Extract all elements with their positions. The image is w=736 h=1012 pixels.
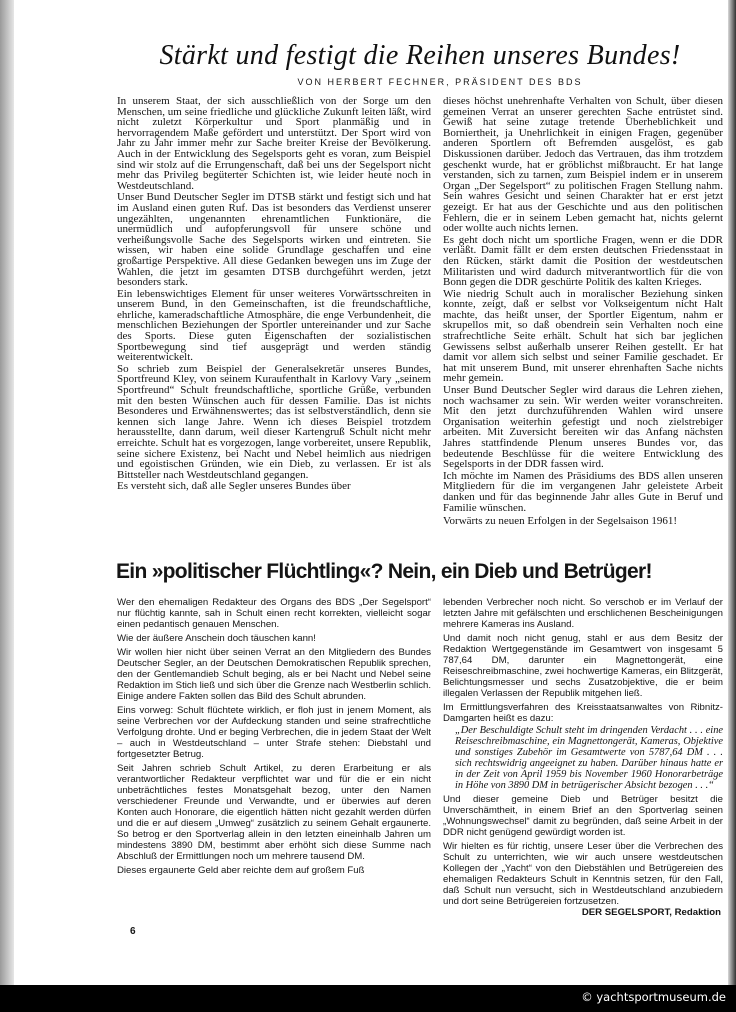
paragraph: Es geht doch nicht um sportliche Fragen, wenn er die DDR verläßt. Damit fällt er dem ersten deutschen Friedensstaat in den Rücken, stärkt damit die Position der westdeutschen Militaristen und wird dadurch mitverantwortlich für die von Bonn gegen die DDR geschürte Politik des kalten Krieges. <box>443 233 723 289</box>
article-title: Stärkt und festigt die Reihen unseres Bundes! <box>159 40 681 71</box>
signature: DER SEGELSPORT, Redaktion <box>581 907 721 918</box>
article1-column-left <box>117 96 431 493</box>
paragraph: Wir hielten es für richtig, unsere Leser über die Verbrechen des Schult zu unterrichten, wie wir auch unsere westdeutschen Kollegen der „Yacht“ von den Diebstählen und Betrügereien des ehemaligen Redakteurs Schult in Kenntnis setzen, für den Fall, daß Schult nun versucht, sich in Westdeutschland anzubiedern und dort seine Betrügereien fortzusetzen. <box>443 841 723 907</box>
paragraph: In unserem Staat, der sich ausschließlich von der Sorge um den Menschen, um seine friedliche und glückliche Zukunft leiten läßt, wird nicht zuletzt Körperkultur und Sport planmäßig und in hervorragendem Maße gefördert und unterstützt. Der Sport wird von Jahr zu Jahr immer mehr zur Sache breiter Kreise der Bevölkerung. Auch in der Entwicklung des Segelsports geht es voran, zum Beispiel sind wir stolz auf die Errungenschaft, daß bei uns der Segelsport nicht mehr das Privileg begüterter Schichten ist, wie leider heute noch in Westdeutschland. <box>117 95 431 192</box>
page-number: 6 <box>130 926 136 937</box>
paragraph: Ein lebenswichtiges Element für unser weiteres Vorwärtsschreiten in unserem Bund, in den Gemeinschaften, ist die freundschaftliche, ehrliche, kameradschaftliche Atmosphäre, die enge Verbundenheit, die menschlichen Beziehungen der Sportler untereinander und zur Sache des Sports. Diese guten Eigenschaften der sozialistischen Sportbewegung sind tief ausgeprägt und werden ständig weiterentwickelt. <box>117 287 431 364</box>
article1-column-right <box>443 96 723 528</box>
paragraph: Und dieser gemeine Dieb und Betrüger besitzt die Unverschämtheit, in einem Brief an den Sportverlag seinen „Wohnungswechsel“ damit zu begründen, daß seine Arbeit in der DDR nicht genügend gewürdigt worden ist. <box>443 794 723 838</box>
paragraph: Und damit noch nicht genug, stahl er aus dem Besitz der Redaktion Wertgegenstände im Gesamtwert von insgesamt 5 787,64 DM, darunter ein Magnettongerät, eine Reiseschreibmaschine, zwei hochwertige Kameras, ein Blitzgerät, Belichtungsmesser und sechs Zusatzobjektive, die er beim illegalen Verlassen der Republik mitgehen ließ. <box>443 633 723 699</box>
paragraph: Ich möchte im Namen des Präsidiums des BDS allen unseren Mitgliedern für die im vergangenen Jahr geleistete Arbeit danken und für das beginnende Jahr alles Gute in Beruf und Familie wünschen. <box>443 469 723 514</box>
paragraph: Seit Jahren schrieb Schult Artikel, zu deren Erarbeitung er als verantwortlicher Redakteur verpflichtet war und für die er ein nicht unbeträchtliches festes Monatsgehalt bezog, unter den Namen verschiedener Freunde und Verwandte, und er überwies auf deren Konten auch Honorare, die eigentlich hätten nicht gezahlt werden dürfen und die er auf diesem „Umweg“ zusätzlich zu seinem Gehalt ergaunerte. So betrog er den Sportverlag allein in den letzten eineinhalb Jahren um mindestens 3890 DM, bestimmt aber erhöht sich diese Summe nach Abschluß der Ermittlungen noch um mehrere tausend DM. <box>117 763 431 862</box>
book-gutter-shadow <box>728 0 736 985</box>
paragraph: Wer den ehemaligen Redakteur des Organs des BDS „Der Segelsport“ nur flüchtig kannte, sah in Schult einen recht korrekten, vielleicht sogar einen pedantisch genauen Menschen. <box>117 597 431 630</box>
paragraph: Unser Bund Deutscher Segler im DTSB stärkt und festigt sich und hat im Ausland einen guten Ruf. Das ist besonders das Verdienst unserer ungezählten, ungenannten ehrenamtlichen Funktionäre, die unermüdlich und aufopferungsvoll für unsere schöne und verheißungsvolle Sache des Segelsports wirken und eintreten. Sie wissen, wir haben eine solide Grundlage geschaffen und eine großartige Perspektive. All diese Gedanken bewegen uns im Zuge der Wahlen, die jetzt im gesamten DTSB durchgeführt werden, jetzt besonders stark. <box>117 191 431 289</box>
paragraph: lebenden Verbrecher noch nicht. So verschob er im Verlauf der letzten Jahre mit gefälschten und erschlichenen Bescheinigungen mehrere Kameras ins Ausland. <box>443 597 723 630</box>
paragraph: Es versteht sich, daß alle Segler unseres Bundes über <box>117 480 351 493</box>
article2-column-left <box>117 597 431 879</box>
quote: „Der Beschuldigte Schult steht im dringenden Verdacht . . . eine Reiseschreibmaschine, ein Magnettongerät, Kameras, Objektive und sonstiges Zubehör im Gesamtwerte von 5787,64 DM . . . sich rechtswidrig angeeignet zu haben. Darüber hinaus hatte er in der Zeit von April 1959 bis November 1960 Honorarbeträge in Höhe von 3890 DM in betrügerischer Absicht bezogen . . .“ <box>455 725 723 791</box>
article-byline: VON HERBERT FECHNER, PRÄSIDENT DES BDS <box>297 77 583 87</box>
scan-edge <box>0 0 14 985</box>
paragraph: So schrieb zum Beispiel der Generalsekretär unseres Bundes, Sportfreund Kley, von seinem Kuraufenthalt in Karlovy Vary „seinem Sportfreund“ Schult freundschaftliche, sportliche Grüße, verbunden mit den besten Wünschen auch für dessen Familie. Das ist nichts Besonderes und Erwähnenswertes; das ist selbstverständlich, denn sie kennen sich lange Jahre. Wenn ich dieses Beispiel trotzdem herausstellte, dann darum, weil dieser Kartengruß Schult nicht mehr erreichte. Schult hat es vorgezogen, lange vorbereitet, unsere Republik, seine sichere Existenz, bei Nacht und Nebel heimlich aus niedrigen und egoistischen Gründen, wie ein Dieb, zu verlassen. Er ist als Bittsteller nach Westdeutschland gegangen. <box>117 362 431 481</box>
article2-column-right <box>443 597 723 921</box>
copyright-watermark: © yachtsportmuseum.de <box>581 990 726 1004</box>
paragraph: Wir wollen hier nicht über seinen Verrat an den Mitgliedern des Bundes Deutscher Segler, an der Deutschen Demokratischen Republik sprechen, den der Gentlemandieb Schult beging, als er bei Nacht und Nebel seine Redaktion im Stich ließ und sich über die Grenze nach Westberlin schlich. Einige andere Fakten sollen das Bild des Schult abrunden. <box>117 647 431 702</box>
paragraph: Dieses ergaunerte Geld aber reichte dem auf großem Fuß <box>117 865 365 876</box>
paragraph: Wie niedrig Schult auch in moralischer Beziehung sinken konnte, zeigt, daß er selbst vor Volkseigentum nicht Halt machte, das heißt unser, der Sportler Eigentum, nahm er skrupellos mit, so daß obendrein sein Verhalten noch eine strafrechtliche Seite erhält. Schult hat sich bar jeglichen Gewissens selbst außerhalb unserer Reihen gestellt. Er hat damit vor allem sich selbst und seiner Familie geschadet. Er hat mit unserem Bund, mit unserer ehrenhaften Sache nichts mehr gemein. <box>443 287 723 385</box>
paragraph: Wie der äußere Anschein doch täuschen kann! <box>117 633 316 644</box>
article2-title: Ein »politischer Flüchtling«? Nein, ein Dieb und Betrüger! <box>116 560 652 583</box>
closing-line: Vorwärts zu neuen Erfolgen in der Segelsaison 1961! <box>443 515 678 528</box>
paragraph: dieses höchst unehrenhafte Verhalten von Schult, über diesen gemeinen Verrat an unserer gerechten Sache entrüstet sind. Gewiß hat seine zutage tretende Überheblichkeit und Borniertheit, ja Unehrlichkeit in einigen Fragen, gegenüber anderen Sportlern oft Befremden ausgelöst, es gab Diskussionen darüber. Jedoch das Vertrauen, das ihm trotzdem geschenkt wurde, hat er gröblichst mißbraucht. Er hat lange verstanden, sich zu tarnen, zum Beispiel indem er in unserem Organ „Der Segelsport“ zu politischen Fragen Stellung nahm. Sein wahres Gesicht und seinen Charakter hat er erst jetzt gezeigt. Er hat aus der Geschichte und aus den politischen Fehlern, die er in seinem Leben gemacht hat, nichts gelernt oder wollte auch nichts lernen. <box>443 95 723 235</box>
paragraph: Im Ermittlungsverfahren des Kreisstaatsanwaltes von Ribnitz-Damgarten heißt es dazu: <box>443 702 723 724</box>
paragraph: Eins vorweg: Schult flüchtete wirklich, er floh just in jenem Moment, als seine Verbrechen vor der Aufdeckung standen und seine strafrechtliche Verfolgung drohte. Und er beging Verbrechen, die in jedem Staat der Welt – auch in Westdeutschland – unter Strafe stehen: Diebstahl und fortgesetzter Betrug. <box>117 705 431 760</box>
paragraph: Unser Bund Deutscher Segler wird daraus die Lehren ziehen, noch wachsamer zu sein. Wir werden weiter voranschreiten. Mit den jetzt durchzuführenden Wahlen wird unsere Organisation weiterhin gefestigt und noch zielstrebiger arbeiten. Mit Zuversicht bereiten wir das Anfang nächsten Jahres stattfindende Plenum unseres Bundes vor, das bedeutende Beschlüsse für die weitere Entwicklung des Segelsports in der DDR fassen wird. <box>443 384 723 471</box>
